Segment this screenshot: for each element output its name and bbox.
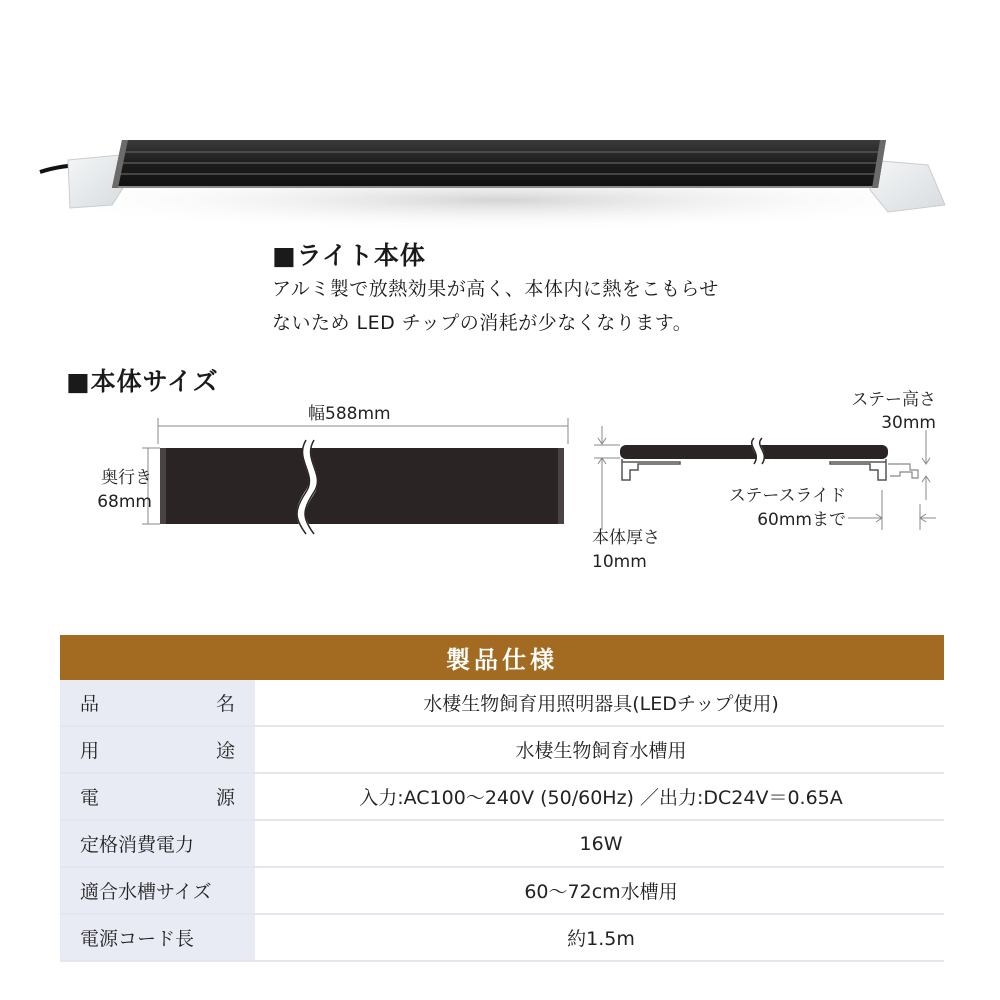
body-top-view: [160, 448, 564, 524]
spec-row-product-name: [60, 680, 944, 727]
light-body-description-line1: アルミ製で放熱効果が高く、本体内に熱をこもらせ: [272, 278, 719, 300]
spec-label: [60, 680, 258, 725]
spec-table: [60, 635, 944, 962]
stay-slide-label-line1: ステースライド: [728, 486, 846, 506]
light-body: [112, 140, 886, 188]
spec-label-char: 源: [215, 787, 235, 809]
spec-value: 60〜72cm水槽用: [524, 881, 678, 903]
spec-label-char: 用: [80, 740, 100, 762]
stay-height-label-line2: 30mm: [881, 413, 936, 433]
depth-label-line2: 68mm: [97, 492, 152, 512]
spec-label: 適合水槽サイズ: [60, 868, 258, 913]
thickness-label-line2: 10mm: [592, 552, 647, 572]
spec-label: 電源コード長: [60, 915, 258, 960]
spec-label: [60, 727, 258, 772]
spec-value: 約1.5m: [567, 928, 635, 950]
spec-value: 水棲生物飼育水槽用: [515, 740, 687, 762]
thickness-label-line1: 本体厚さ: [592, 528, 660, 548]
spec-row-tank-size: [60, 868, 944, 915]
slid-stay-side: [888, 464, 918, 478]
spec-row-rated-power: [60, 821, 944, 868]
body-end-left: [160, 448, 166, 524]
left-stay-side: [622, 459, 680, 480]
stay-height-label-line1: ステー高さ: [851, 390, 936, 410]
spec-value: 水棲生物飼育用照明器具(LEDチップ使用): [423, 693, 779, 715]
spec-label: 定格消費電力: [60, 821, 258, 866]
spec-row-power: [60, 774, 944, 821]
spec-label-char: 品: [80, 693, 100, 715]
spec-row-usage: [60, 727, 944, 774]
spec-header: 製品仕様: [60, 635, 944, 680]
size-title: ■本体サイズ: [66, 367, 219, 396]
light-body-title: ■ライト本体: [272, 241, 426, 270]
product-photo: [0, 0, 1000, 235]
body-end-right: [558, 448, 564, 524]
spec-label-char: 途: [215, 740, 235, 762]
spec-value: 入力:AC100〜240V (50/60Hz) ／出力:DC24V＝0.65A: [359, 787, 843, 809]
spec-value: 16W: [579, 832, 623, 855]
depth-label-line1: 奥行き: [101, 468, 152, 488]
spec-row-cord-length: [60, 915, 944, 962]
spec-label-char: 名: [215, 693, 235, 715]
light-body-description-line2: ないため LED チップの消耗が少なくなります。: [272, 312, 693, 334]
right-stay-side: [830, 459, 886, 480]
stay-slide-label-line2: 60mmまで: [757, 510, 846, 530]
width-label: 幅588mm: [308, 404, 391, 424]
spec-label-char: 電: [80, 787, 100, 809]
spec-label: [60, 774, 258, 819]
